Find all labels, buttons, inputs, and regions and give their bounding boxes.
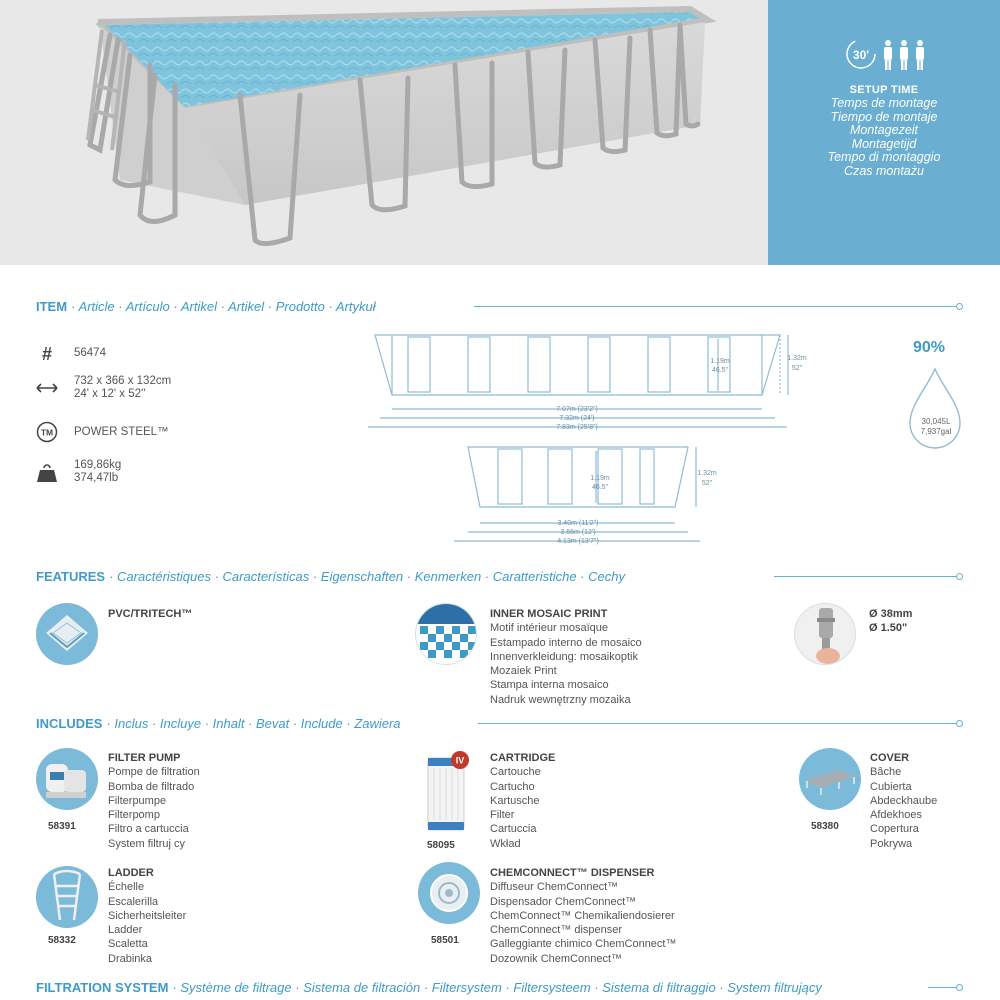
end-outer-height-in: 52"	[701, 480, 713, 487]
trademark-icon	[36, 421, 58, 443]
end-length-mid: 3.66m (12')	[560, 529, 596, 536]
cartridge-icon	[424, 748, 474, 832]
pump-line: Filtro a cartuccia	[108, 823, 189, 836]
cover-title: COVER	[870, 752, 910, 764]
pvc-tritech-icon	[36, 603, 98, 665]
setup-time-panel	[768, 0, 1000, 265]
section-divider-dot	[956, 720, 963, 727]
side-inner-height-m: 1.19m	[710, 358, 730, 365]
hose-connector-icon	[794, 603, 856, 665]
section-divider-dot	[956, 303, 963, 310]
side-inner-height-in: 46.5"	[711, 367, 729, 374]
feature-mosaic-line: Innenverkleidung: mosaikoptik	[490, 650, 638, 663]
dimensions-metric: 732 x 366 x 132cm	[74, 375, 172, 387]
pump-line: Filterpumpe	[108, 794, 167, 807]
pump-line: Pompe de filtration	[108, 766, 200, 779]
setup-translations	[768, 97, 1000, 178]
filter-pump-icon	[36, 748, 98, 810]
item-section-header	[36, 299, 376, 314]
cover-line: Pokrywa	[870, 837, 913, 850]
ladder-line: Sicherheitsleiter	[108, 909, 187, 922]
chem-line: Galleggiante chimico ChemConnect™	[490, 938, 677, 951]
capacity-liters: 30,045L	[921, 417, 951, 426]
feature-mosaic-line: Motif intérieur mosaïque	[490, 622, 608, 635]
feature-pvc-title: PVC/TRITECH™	[108, 608, 193, 620]
ladder-icon	[36, 866, 98, 928]
cover-icon	[799, 748, 861, 810]
filtration-heading: FILTRATION SYSTEM	[36, 980, 169, 995]
chem-line: Dispensador ChemConnect™	[490, 895, 637, 908]
features-section-header	[36, 569, 625, 584]
svg-text:#: #	[41, 344, 53, 364]
ladder-line: Escalerilla	[108, 895, 159, 908]
pool-dimension-diagram	[350, 325, 820, 555]
setup-line: Montagetijd	[851, 136, 917, 151]
side-length-outer: 7.83m (25'8")	[556, 424, 598, 431]
setup-line: Montagezeit	[849, 123, 919, 137]
cover-line: Abdeckhaube	[870, 794, 938, 807]
chem-code: 58501	[431, 935, 459, 946]
side-outer-height-in: 52"	[791, 365, 803, 372]
pool-illustration	[0, 0, 768, 265]
svg-text:TM: TM	[40, 427, 54, 438]
cover-code: 58380	[811, 821, 839, 832]
chem-line: ChemConnect™ dispenser	[490, 924, 623, 937]
feature-mosaic-line: Mozaiek Print	[490, 665, 557, 678]
end-length-outer: 4.13m (13'7")	[557, 538, 599, 545]
feature-mosaic	[490, 607, 642, 707]
filtration-section-header	[36, 980, 822, 995]
cartridge-line: Cartouche	[490, 766, 541, 779]
ladder-line: Scaletta	[108, 938, 148, 951]
feature-mosaic-line: Nadruk wewnętrzny mozaika	[490, 693, 631, 706]
section-divider	[474, 306, 958, 307]
item-heading: ITEM	[36, 299, 68, 314]
feature-mosaic-line: Estampado interno de mosaico	[490, 636, 642, 649]
ladder-title: LADDER	[108, 867, 154, 879]
weight-kg: 169,86kg	[74, 459, 122, 471]
section-divider-dot	[956, 573, 963, 580]
hash-icon	[36, 343, 58, 365]
features-heading-translations: · Caractéristiques · Características · Eigenschaften · Kenmerken · Caratteristiche · Cechy	[109, 569, 625, 584]
pump-line: Bomba de filtrado	[108, 780, 195, 793]
cartridge-line: Cartuccia	[490, 823, 537, 836]
include-chem	[490, 866, 676, 966]
capacity-values	[908, 417, 964, 437]
dimensions	[74, 375, 171, 401]
cartridge-title: CARTRIDGE	[490, 752, 556, 764]
section-divider	[928, 987, 958, 988]
end-outer-height-m: 1.32m	[697, 470, 717, 477]
chem-line: ChemConnect™ Chemikaliendosierer	[490, 909, 675, 922]
chem-line: Dozownik ChemConnect™	[490, 952, 623, 965]
setup-line: Temps de montage	[830, 96, 938, 110]
item-number: 56474	[74, 347, 106, 359]
pump-line: Filterpomp	[108, 809, 160, 822]
feature-hose	[869, 607, 912, 636]
feature-mosaic-line: Stampa interna mosaico	[490, 679, 609, 692]
chem-title: CHEMCONNECT™ DISPENSER	[490, 867, 655, 879]
section-divider	[774, 576, 958, 577]
fill-percentage: 90%	[913, 339, 946, 356]
chemconnect-dispenser-icon	[418, 862, 480, 924]
cartridge-line: Filter	[490, 809, 515, 822]
setup-time-icons	[768, 36, 1000, 72]
cartridge-line: Kartusche	[490, 794, 540, 807]
hose-diameter-in: Ø 1.50"	[869, 622, 908, 635]
feature-mosaic-title: INNER MOSAIC PRINT	[490, 608, 608, 620]
mosaic-print-icon	[415, 603, 477, 665]
section-divider-dot	[956, 984, 963, 991]
setup-minutes: 30'	[852, 48, 870, 62]
ladder-line: Ladder	[108, 924, 143, 937]
include-cover	[870, 751, 937, 851]
item-heading-translations: · Article · Artículo · Artikel · Artikel · Prodotto · Artykuł	[71, 299, 376, 314]
ladder-code: 58332	[48, 935, 76, 946]
includes-heading: INCLUDES	[36, 716, 103, 731]
cartridge-line: Cartucho	[490, 780, 535, 793]
end-inner-height-in: 46.5"	[591, 484, 609, 491]
pump-title: FILTER PUMP	[108, 752, 181, 764]
include-pump	[108, 751, 200, 851]
cartridge-type-badge: IV	[455, 755, 465, 766]
capacity-gallons: 7,937gal	[920, 427, 952, 436]
side-length-inner: 7.07m (23'2")	[556, 406, 598, 413]
filtration-heading-translations: · Système de filtrage · Sistema de filtración · Filtersystem · Filtersysteem · Sistema di filtraggio · System filtrujący	[172, 980, 822, 995]
material: POWER STEEL™	[74, 426, 169, 438]
dimensions-arrow-icon	[36, 377, 58, 399]
include-ladder	[108, 866, 186, 966]
cover-line: Bâche	[870, 766, 902, 779]
includes-section-header	[36, 716, 401, 731]
pool-product-photo	[0, 0, 768, 265]
water-drop-icon	[904, 367, 966, 451]
setup-line: Czas montażu	[844, 163, 924, 178]
weight-lb: 374,47lb	[74, 472, 119, 484]
cover-line: Copertura	[870, 823, 919, 836]
setup-line: Tempo di montaggio	[827, 150, 941, 164]
side-length-mid: 7.32m (24')	[559, 415, 595, 422]
feature-pvc	[108, 607, 192, 621]
pump-line: System filtruj cy	[108, 837, 186, 850]
section-divider	[478, 723, 958, 724]
cartridge-code: 58095	[427, 840, 455, 851]
setup-title: SETUP TIME	[849, 84, 919, 96]
dimensions-imperial: 24' x 12' x 52''	[74, 388, 146, 400]
weight	[74, 459, 121, 485]
setup-line: Tiempo de montaje	[830, 109, 938, 124]
chem-line: Diffuseur ChemConnect™	[490, 881, 619, 894]
hose-diameter-mm: Ø 38mm	[869, 608, 913, 620]
weight-icon	[36, 462, 58, 484]
include-cartridge	[490, 751, 555, 851]
features-heading: FEATURES	[36, 569, 106, 584]
cartridge-line: Wkład	[490, 837, 521, 850]
ladder-line: Drabinka	[108, 952, 153, 965]
cover-line: Cubierta	[870, 780, 912, 793]
end-length-inner: 3.40m (11'2")	[557, 520, 599, 527]
cover-line: Afdekhoes	[870, 809, 922, 822]
includes-heading-translations: · Inclus · Incluye · Inhalt · Bevat · Include · Zawiera	[106, 716, 401, 731]
end-inner-height-m: 1.19m	[590, 475, 610, 482]
side-outer-height-m: 1.32m	[787, 355, 807, 362]
pump-code: 58391	[48, 821, 76, 832]
ladder-line: Échelle	[108, 881, 145, 894]
